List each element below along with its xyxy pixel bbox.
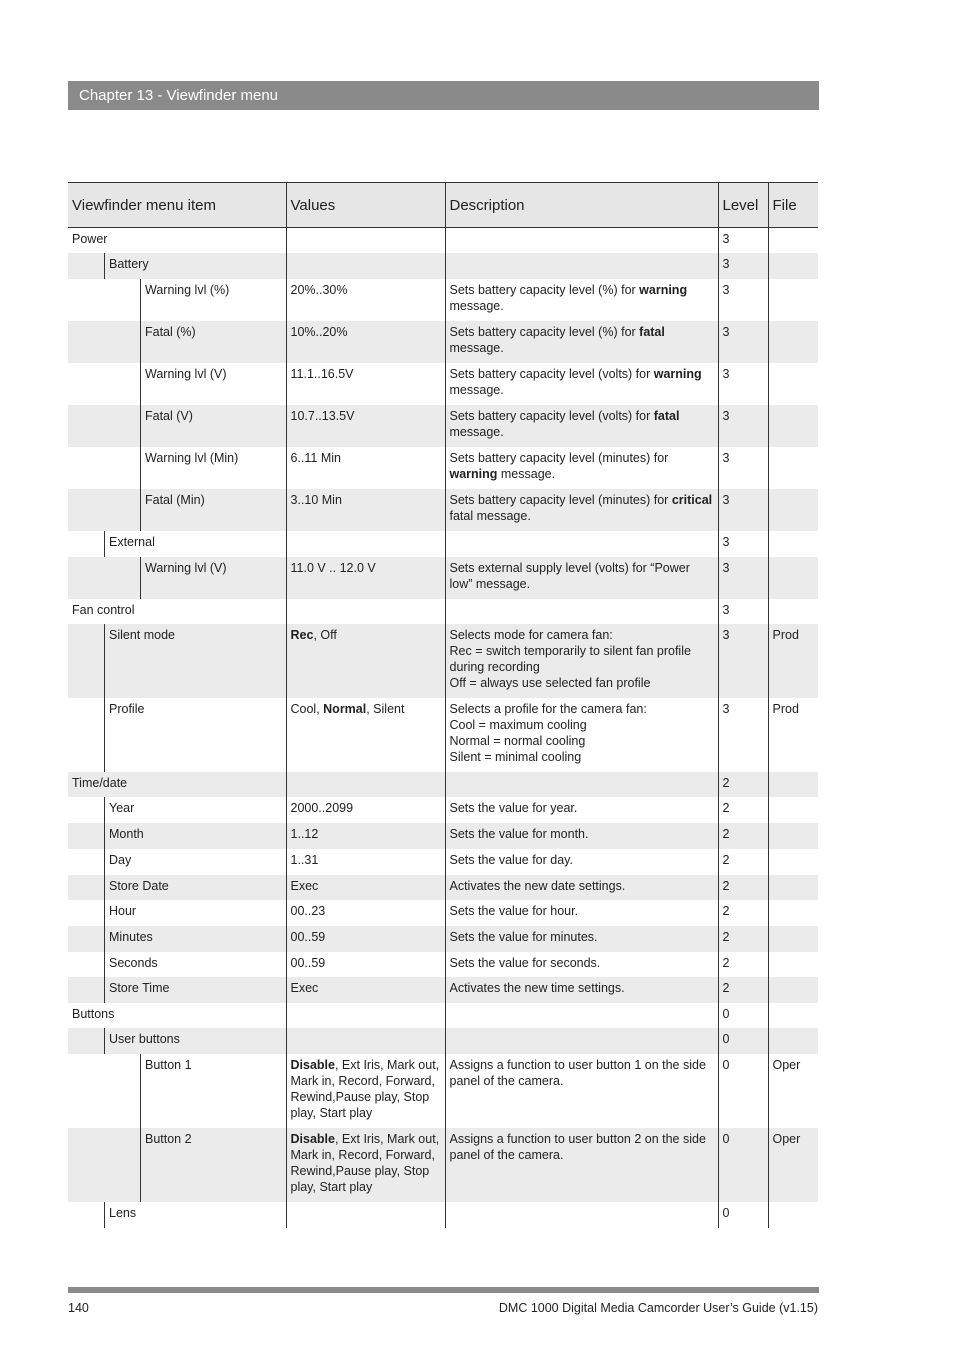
column-header: Viewfinder menu item <box>68 183 286 228</box>
menu-item-label: Fatal (V) <box>140 405 286 447</box>
table-row <box>68 599 818 624</box>
menu-item-label: Warning lvl (V) <box>140 363 286 405</box>
menu-item-cell <box>68 952 286 977</box>
values-cell <box>286 253 445 279</box>
file-cell <box>768 599 818 624</box>
description-cell <box>445 599 718 624</box>
description-cell: Assigns a function to user button 2 on the side panel of the camera. <box>445 1128 718 1202</box>
description-cell: Sets battery capacity level (%) for warning message. <box>445 279 718 321</box>
file-cell <box>768 849 818 875</box>
values-cell: Disable, Ext Iris, Mark out, Mark in, Record, Forward, Rewind,Pause play, Stop play, Start play <box>286 1128 445 1202</box>
level-cell: 2 <box>718 926 768 952</box>
menu-item-cell <box>68 797 286 823</box>
menu-item-cell <box>68 1054 286 1128</box>
menu-item-label: Warning lvl (%) <box>140 279 286 321</box>
table-row <box>68 772 818 797</box>
values-cell: 6..11 Min <box>286 447 445 489</box>
menu-item-cell <box>68 1028 286 1054</box>
file-cell <box>768 321 818 363</box>
description-cell: Assigns a function to user button 1 on the side panel of the camera. <box>445 1054 718 1128</box>
file-cell <box>768 363 818 405</box>
values-cell <box>286 772 445 797</box>
menu-item-cell <box>68 557 286 599</box>
table-row <box>68 1128 818 1202</box>
values-cell: 00..59 <box>286 952 445 977</box>
values-cell: Disable, Ext Iris, Mark out, Mark in, Record, Forward, Rewind,Pause play, Stop play, Start play <box>286 1054 445 1128</box>
description-cell: Sets battery capacity level (%) for fatal message. <box>445 321 718 363</box>
level-cell: 0 <box>718 1028 768 1054</box>
values-cell: 20%..30% <box>286 279 445 321</box>
level-cell: 2 <box>718 900 768 926</box>
values-cell: Exec <box>286 977 445 1003</box>
values-cell <box>286 228 445 254</box>
level-cell: 0 <box>718 1054 768 1128</box>
column-header: Level <box>718 183 768 228</box>
description-cell: Sets external supply level (volts) for “Power low” message. <box>445 557 718 599</box>
menu-item-label: Button 2 <box>140 1128 286 1202</box>
menu-item-label: Year <box>104 797 286 823</box>
values-cell: 11.0 V .. 12.0 V <box>286 557 445 599</box>
description-cell: Sets the value for day. <box>445 849 718 875</box>
description-cell: Selects a profile for the camera fan: Cool = maximum cooling Normal = normal cooling Silent = minimal cooling <box>445 698 718 772</box>
values-cell <box>286 1003 445 1028</box>
table-row <box>68 849 818 875</box>
menu-item-label: Silent mode <box>104 624 286 698</box>
menu-item-label: Minutes <box>104 926 286 952</box>
menu-item-cell <box>68 447 286 489</box>
menu-item-cell <box>68 405 286 447</box>
description-cell: Sets the value for hour. <box>445 900 718 926</box>
file-cell <box>768 253 818 279</box>
table-row <box>68 228 818 254</box>
file-cell <box>768 489 818 531</box>
menu-item-cell <box>68 926 286 952</box>
menu-item-cell <box>68 1202 286 1228</box>
table-row <box>68 900 818 926</box>
table-row <box>68 875 818 900</box>
table-row <box>68 489 818 531</box>
level-cell: 3 <box>718 531 768 557</box>
description-cell: Activates the new time settings. <box>445 977 718 1003</box>
values-cell: 11.1..16.5V <box>286 363 445 405</box>
level-cell: 2 <box>718 823 768 849</box>
menu-item-label: Fatal (Min) <box>140 489 286 531</box>
level-cell: 2 <box>718 952 768 977</box>
level-cell: 3 <box>718 405 768 447</box>
menu-item-cell <box>68 228 286 254</box>
level-cell: 3 <box>718 599 768 624</box>
description-cell <box>445 253 718 279</box>
table-row <box>68 797 818 823</box>
menu-item-cell <box>68 698 286 772</box>
description-cell: Sets battery capacity level (minutes) for critical fatal message. <box>445 489 718 531</box>
menu-item-cell <box>68 321 286 363</box>
menu-item-label: Hour <box>104 900 286 926</box>
level-cell: 2 <box>718 977 768 1003</box>
values-cell: Exec <box>286 875 445 900</box>
menu-item-label: Buttons <box>72 1007 115 1021</box>
menu-item-label: Button 1 <box>140 1054 286 1128</box>
description-cell <box>445 1003 718 1028</box>
level-cell: 0 <box>718 1128 768 1202</box>
table-row <box>68 321 818 363</box>
menu-item-label: Fatal (%) <box>140 321 286 363</box>
menu-item-cell <box>68 823 286 849</box>
description-cell <box>445 228 718 254</box>
table-row <box>68 557 818 599</box>
table-row <box>68 1003 818 1028</box>
table-row <box>68 952 818 977</box>
menu-item-label: Time/date <box>72 776 128 790</box>
menu-item-label: Warning lvl (Min) <box>140 447 286 489</box>
document-title: DMC 1000 Digital Media Camcorder User’s Guide (v1.15) <box>498 1301 818 1315</box>
table-row <box>68 624 818 698</box>
file-cell <box>768 531 818 557</box>
file-cell <box>768 875 818 900</box>
table-row <box>68 977 818 1003</box>
level-cell: 3 <box>718 228 768 254</box>
chapter-title: Chapter 13 - Viewfinder menu <box>79 87 278 104</box>
menu-item-cell <box>68 363 286 405</box>
menu-item-label: Lens <box>104 1202 286 1228</box>
values-cell: 10%..20% <box>286 321 445 363</box>
file-cell <box>768 797 818 823</box>
menu-item-cell <box>68 1128 286 1202</box>
column-header: File <box>768 183 818 228</box>
values-cell: Cool, Normal, Silent <box>286 698 445 772</box>
values-cell: 1..31 <box>286 849 445 875</box>
values-cell <box>286 599 445 624</box>
menu-item-cell <box>68 531 286 557</box>
description-cell: Sets battery capacity level (minutes) for warning message. <box>445 447 718 489</box>
description-cell: Sets the value for minutes. <box>445 926 718 952</box>
menu-item-label: External <box>104 531 286 557</box>
level-cell: 3 <box>718 321 768 363</box>
description-cell <box>445 1202 718 1228</box>
file-cell <box>768 926 818 952</box>
file-cell <box>768 772 818 797</box>
menu-item-cell <box>68 489 286 531</box>
menu-item-label: Seconds <box>104 952 286 977</box>
level-cell: 0 <box>718 1003 768 1028</box>
menu-item-label: Power <box>72 232 108 246</box>
file-cell: Prod <box>768 624 818 698</box>
file-cell <box>768 952 818 977</box>
values-cell: 10.7..13.5V <box>286 405 445 447</box>
values-cell <box>286 1202 445 1228</box>
menu-item-label: Day <box>104 849 286 875</box>
table-row <box>68 253 818 279</box>
description-cell: Sets the value for year. <box>445 797 718 823</box>
menu-item-cell <box>68 279 286 321</box>
menu-item-cell <box>68 849 286 875</box>
table-row <box>68 698 818 772</box>
file-cell <box>768 405 818 447</box>
file-cell <box>768 823 818 849</box>
menu-item-cell <box>68 599 286 624</box>
menu-item-label: Store Time <box>104 977 286 1003</box>
menu-item-label: Battery <box>104 253 286 279</box>
file-cell <box>768 1028 818 1054</box>
chapter-header <box>68 81 819 110</box>
values-cell: 00..59 <box>286 926 445 952</box>
level-cell: 3 <box>718 253 768 279</box>
description-cell <box>445 1028 718 1054</box>
values-cell: 2000..2099 <box>286 797 445 823</box>
values-cell <box>286 531 445 557</box>
footer-rule <box>68 1287 819 1293</box>
description-cell: Sets battery capacity level (volts) for fatal message. <box>445 405 718 447</box>
file-cell: Prod <box>768 698 818 772</box>
table-row <box>68 405 818 447</box>
menu-item-cell <box>68 977 286 1003</box>
level-cell: 3 <box>718 279 768 321</box>
file-cell <box>768 1202 818 1228</box>
menu-item-cell <box>68 1003 286 1028</box>
column-header: Values <box>286 183 445 228</box>
level-cell: 2 <box>718 772 768 797</box>
menu-item-label: Store Date <box>104 875 286 900</box>
page-number: 140 <box>68 1301 89 1315</box>
level-cell: 3 <box>718 447 768 489</box>
table-row <box>68 531 818 557</box>
column-header: Description <box>445 183 718 228</box>
menu-item-label: Warning lvl (V) <box>140 557 286 599</box>
description-cell <box>445 772 718 797</box>
menu-item-cell <box>68 875 286 900</box>
level-cell: 3 <box>718 624 768 698</box>
file-cell <box>768 228 818 254</box>
menu-item-cell <box>68 624 286 698</box>
level-cell: 3 <box>718 557 768 599</box>
values-cell: 00..23 <box>286 900 445 926</box>
description-cell: Sets battery capacity level (volts) for warning message. <box>445 363 718 405</box>
file-cell <box>768 447 818 489</box>
description-cell: Sets the value for seconds. <box>445 952 718 977</box>
file-cell <box>768 900 818 926</box>
file-cell <box>768 279 818 321</box>
viewfinder-menu-table <box>68 182 818 1228</box>
description-cell: Selects mode for camera fan: Rec = switch temporarily to silent fan profile during recording Off = always use selected fan profile <box>445 624 718 698</box>
level-cell: 2 <box>718 797 768 823</box>
values-cell: Rec, Off <box>286 624 445 698</box>
values-cell: 3..10 Min <box>286 489 445 531</box>
table-row <box>68 1028 818 1054</box>
table-row <box>68 1202 818 1228</box>
table-row <box>68 363 818 405</box>
level-cell: 2 <box>718 849 768 875</box>
table-row <box>68 926 818 952</box>
menu-item-label: User buttons <box>104 1028 286 1054</box>
file-cell: Oper <box>768 1128 818 1202</box>
menu-item-cell <box>68 253 286 279</box>
table-row <box>68 823 818 849</box>
file-cell <box>768 557 818 599</box>
menu-item-cell <box>68 772 286 797</box>
description-cell: Activates the new date settings. <box>445 875 718 900</box>
file-cell <box>768 1003 818 1028</box>
table-row <box>68 1054 818 1128</box>
level-cell: 3 <box>718 698 768 772</box>
level-cell: 0 <box>718 1202 768 1228</box>
menu-item-label: Month <box>104 823 286 849</box>
menu-item-cell <box>68 900 286 926</box>
level-cell: 3 <box>718 363 768 405</box>
table-row <box>68 447 818 489</box>
level-cell: 3 <box>718 489 768 531</box>
level-cell: 2 <box>718 875 768 900</box>
table-header-row <box>68 183 818 228</box>
description-cell: Sets the value for month. <box>445 823 718 849</box>
file-cell <box>768 977 818 1003</box>
table-row <box>68 279 818 321</box>
values-cell: 1..12 <box>286 823 445 849</box>
description-cell <box>445 531 718 557</box>
values-cell <box>286 1028 445 1054</box>
menu-item-label: Profile <box>104 698 286 772</box>
file-cell: Oper <box>768 1054 818 1128</box>
menu-item-label: Fan control <box>72 603 135 617</box>
